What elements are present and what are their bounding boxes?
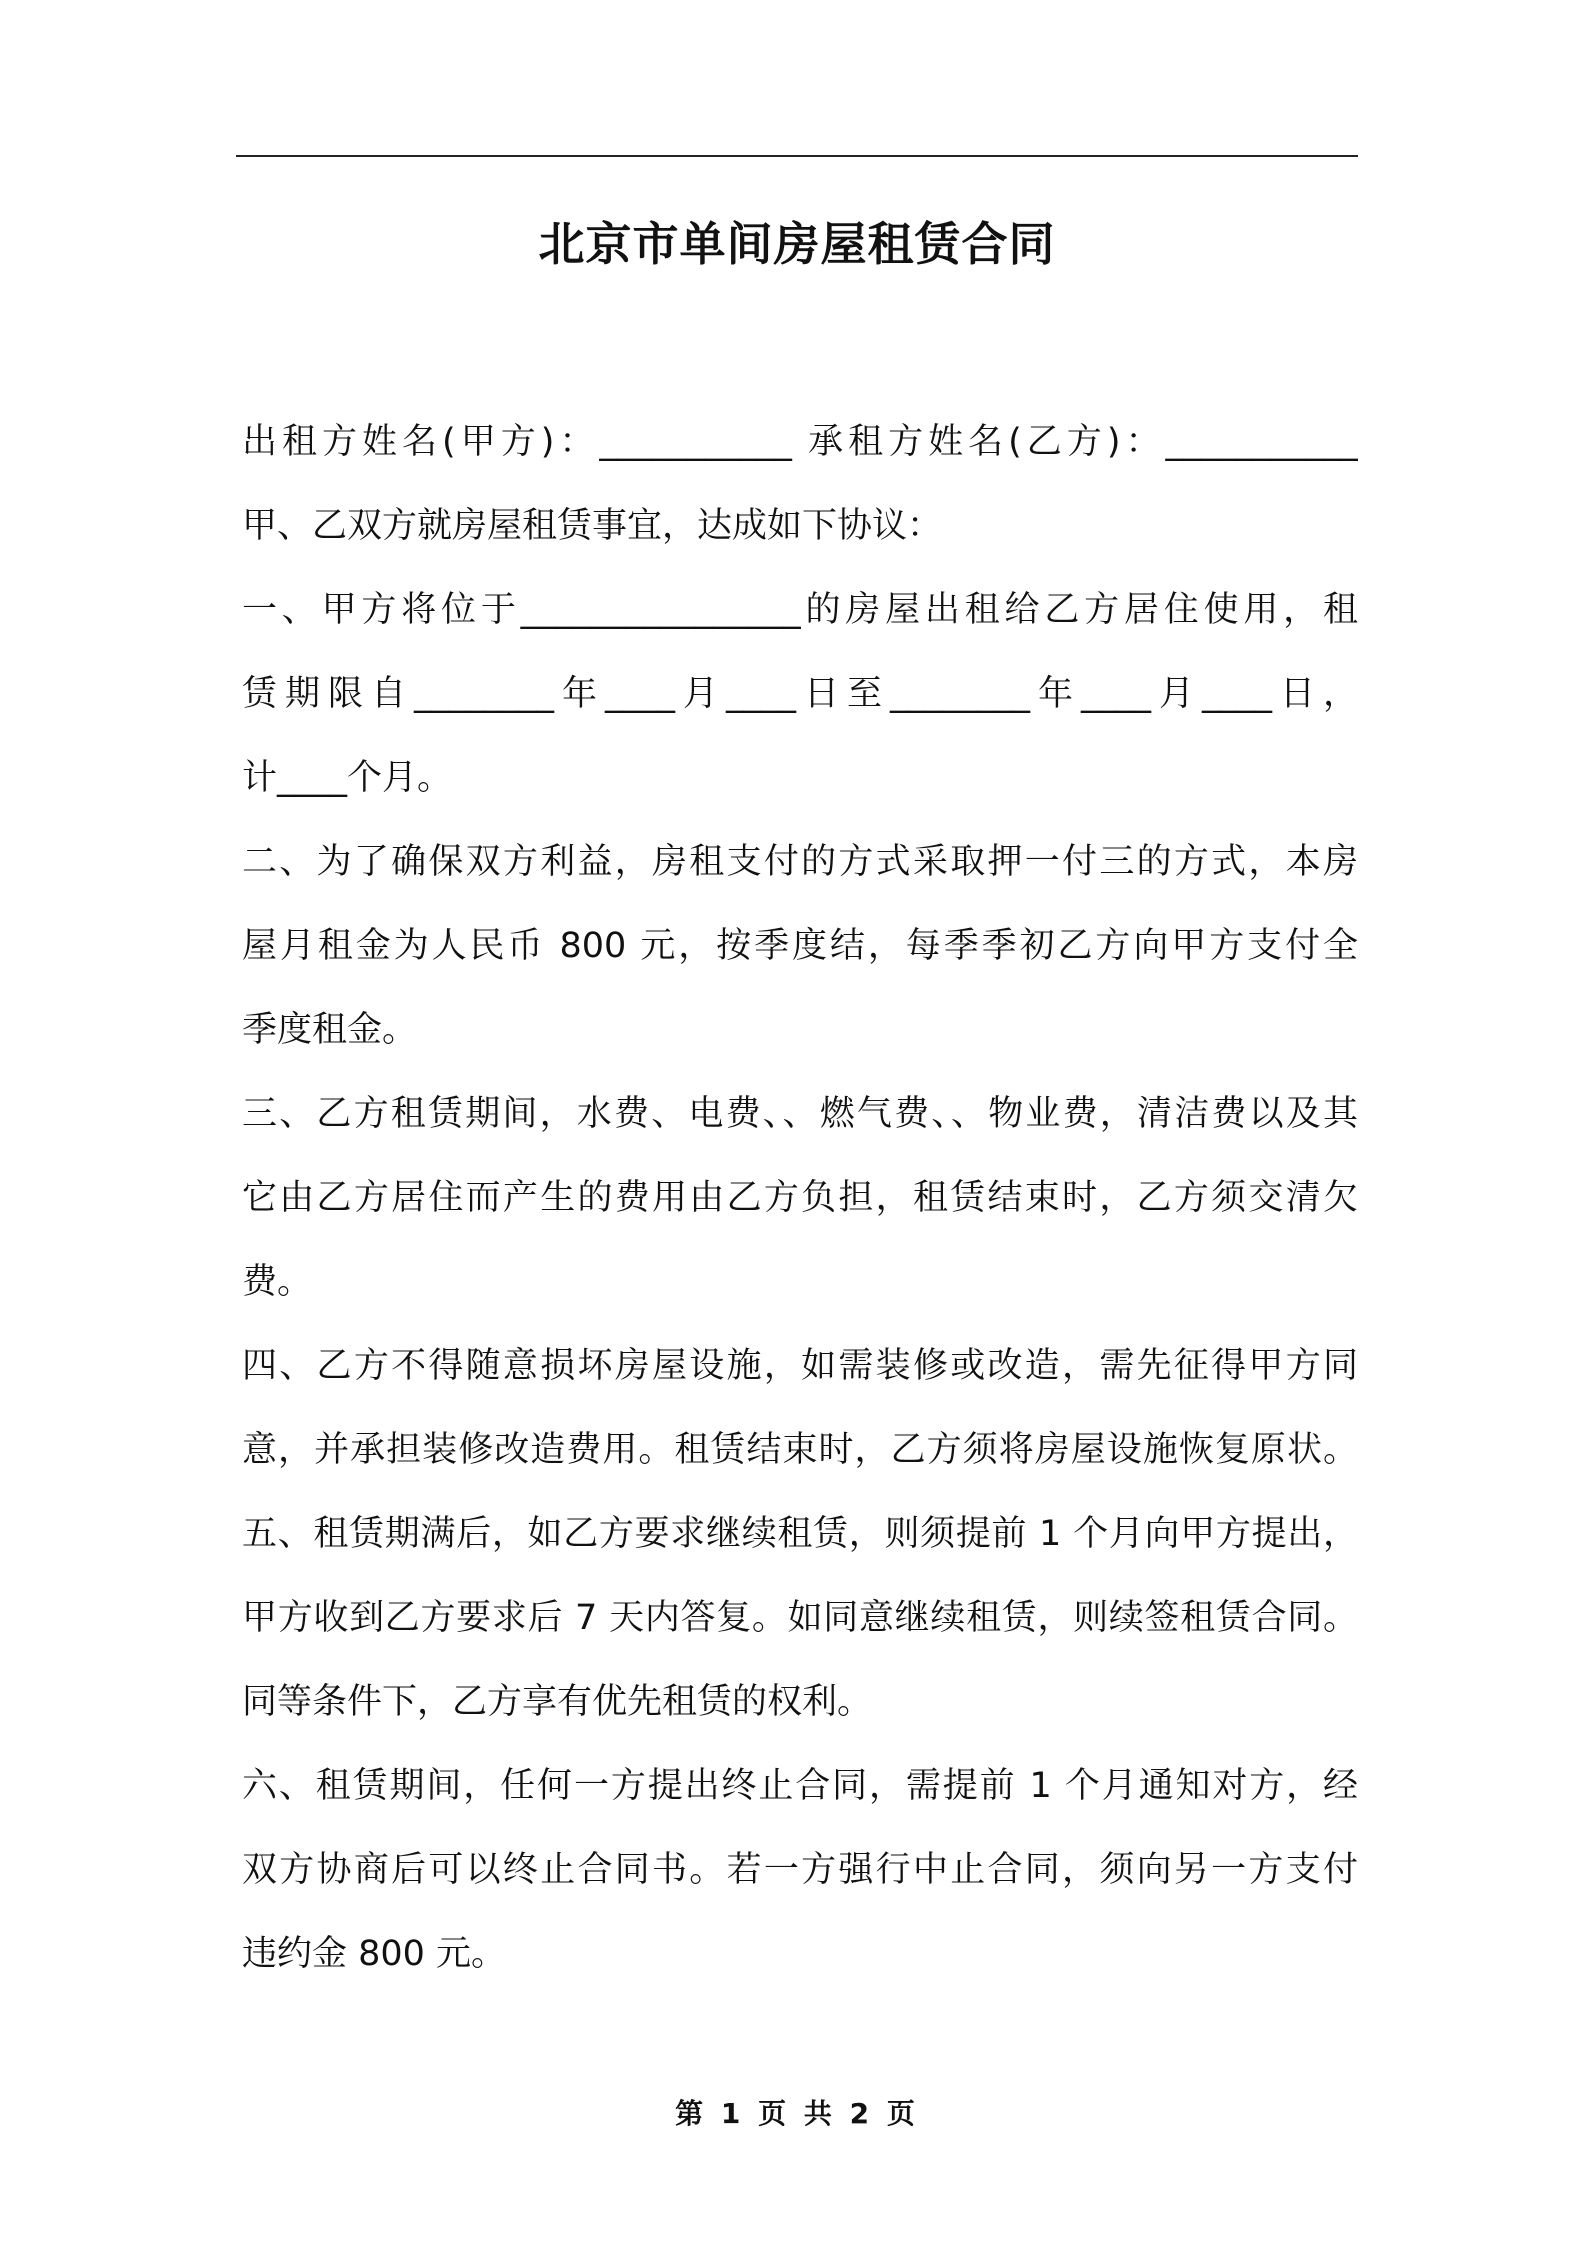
clause-3-line-2: 它由乙方居住而产生的费用由乙方负担，租赁结束时，乙方须交清欠 xyxy=(242,1178,1358,1218)
clause-5-line-3: 同等条件下，乙方享有优先租赁的权利。 xyxy=(242,1682,873,1722)
clause-2-line-2: 屋月租金为人民币 800 元，按季度结，每季季初乙方向甲方支付全 xyxy=(242,926,1358,966)
clause-2-line-3: 季度租金。 xyxy=(242,1010,418,1050)
clause-4-line-1: 四、乙方不得随意损坏房屋设施，如需装修或改造，需先征得甲方同 xyxy=(242,1346,1358,1386)
clause-6-line-1: 六、租赁期间，任何一方提出终止合同，需提前 1 个月通知对方，经 xyxy=(242,1766,1358,1806)
clause-1-line-1: 一、甲方将位于________________的房屋出租给乙方居住使用，租 xyxy=(242,590,1358,630)
document-title: 北京市单间房屋租赁合同 xyxy=(538,217,1056,271)
contract-body xyxy=(242,400,1358,1996)
clause-1-line-2: 赁期限自________年____月____日至________年____月____日， xyxy=(242,674,1358,714)
clause-3-line-3: 费。 xyxy=(242,1262,313,1302)
clause-6-line-2: 双方协商后可以终止合同书。若一方强行中止合同，须向另一方支付 xyxy=(242,1850,1358,1890)
clause-3-line-1: 三、乙方租赁期间，水费、电费、、燃气费、、物业费，清洁费以及其 xyxy=(242,1094,1358,1134)
agreement-intro-line: 甲、乙双方就房屋租赁事宜，达成如下协议： xyxy=(242,506,943,546)
clause-4-line-2: 意，并承担装修改造费用。租赁结束时，乙方须将房屋设施恢复原状。 xyxy=(242,1430,1358,1470)
clause-5-line-2: 甲方收到乙方要求后 7 天内答复。如同意继续租赁，则续签租赁合同。 xyxy=(242,1598,1358,1638)
header-rule xyxy=(236,155,1358,157)
clause-5-line-1: 五、租赁期满后，如乙方要求继续租赁，则须提前 1 个月向甲方提出， xyxy=(242,1514,1358,1554)
party-names-line: 出租方姓名(甲方)：___________ 承租方姓名(乙方)：___________ xyxy=(242,422,1358,462)
clause-1-line-3: 计____个月。 xyxy=(242,758,453,798)
clause-2-line-1: 二、为了确保双方利益，房租支付的方式采取押一付三的方式，本房 xyxy=(242,842,1358,882)
page-number-footer: 第 1 页 共 2 页 xyxy=(675,2097,919,2130)
clause-6-line-3: 违约金 800 元。 xyxy=(242,1934,507,1974)
